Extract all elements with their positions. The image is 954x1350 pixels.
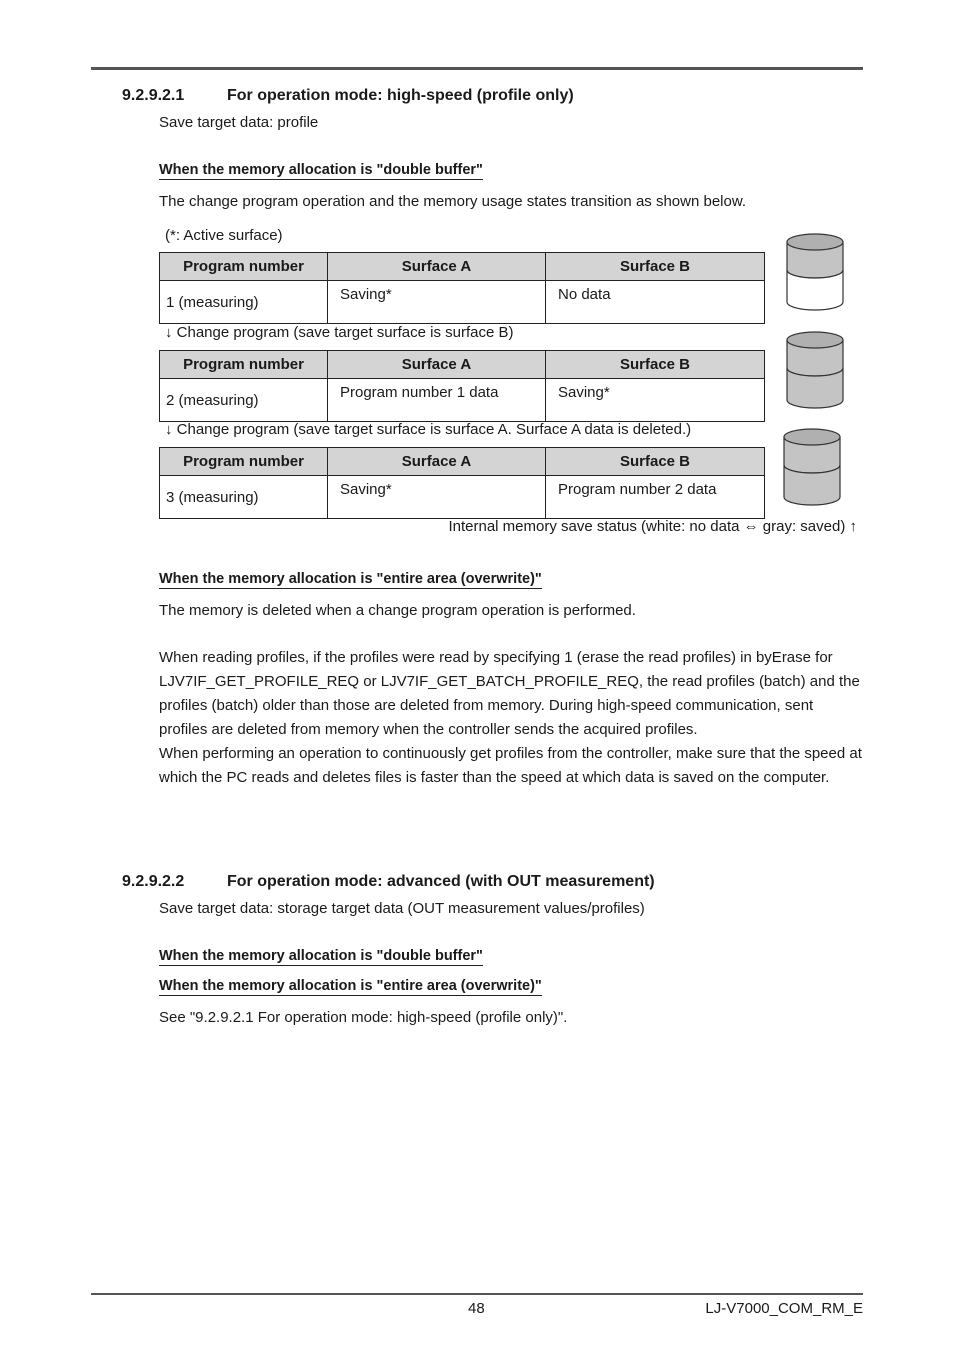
header-surface-a: Surface A	[328, 448, 546, 476]
surface-table-2	[159, 350, 765, 422]
section-heading-1	[122, 87, 574, 105]
section-number: 9.2.9.2.1	[122, 87, 185, 104]
overwrite-heading: When the memory allocation is "entire area (overwrite)"	[159, 571, 542, 587]
cell-surface-b: Program number 2 data	[546, 476, 765, 519]
double-buffer-heading-2: When the memory allocation is "double buffer"	[159, 948, 483, 964]
overwrite-text: The memory is deleted when a change program operation is performed.	[159, 602, 636, 619]
save-target-text: Save target data: profile	[159, 114, 319, 131]
double-buffer-heading: When the memory allocation is "double buffer"	[159, 162, 483, 178]
memory-cylinder-2	[782, 328, 848, 412]
cell-program: 2 (measuring)	[160, 379, 328, 422]
cell-surface-b: Saving*	[546, 379, 765, 422]
memory-status-caption: Internal memory save status (white: no data ⇔ gray: saved) ↑	[448, 518, 857, 535]
memory-cylinder-3	[779, 425, 845, 509]
header-surface-a: Surface A	[328, 253, 546, 281]
overwrite-heading-2: When the memory allocation is "entire area (overwrite)"	[159, 978, 542, 994]
cell-surface-b: No data	[546, 281, 765, 324]
cell-program: 3 (measuring)	[160, 476, 328, 519]
header-program-number: Program number	[160, 448, 328, 476]
reading-paragraph-2: When performing an operation to continuously get profiles from the controller, make sure that the speed at which the PC reads and deletes files is faster than the speed at which data is saved on the computer.	[159, 745, 862, 786]
section-title: For operation mode: advanced (with OUT measurement)	[227, 873, 655, 890]
save-target-text-2: Save target data: storage target data (OUT measurement values/profiles)	[159, 900, 645, 917]
section-number: 9.2.9.2.2	[122, 873, 185, 890]
section-heading-2	[122, 873, 655, 891]
document-id: LJ-V7000_COM_RM_E	[705, 1300, 863, 1317]
bottom-rule	[91, 1293, 863, 1295]
reading-notes	[159, 646, 864, 790]
header-program-number: Program number	[160, 253, 328, 281]
cylinder-cap	[787, 332, 843, 348]
top-rule	[91, 67, 863, 70]
header-surface-b: Surface B	[546, 253, 765, 281]
memory-cylinder-1	[782, 230, 848, 314]
section-title: For operation mode: high-speed (profile only)	[227, 87, 574, 104]
header-surface-b: Surface B	[546, 448, 765, 476]
cell-surface-a: Program number 1 data	[328, 379, 546, 422]
cell-surface-a: Saving*	[328, 476, 546, 519]
double-buffer-intro: The change program operation and the memory usage states transition as shown below.	[159, 193, 747, 210]
active-surface-note: (*: Active surface)	[165, 227, 283, 244]
cell-program: 1 (measuring)	[160, 281, 328, 324]
page-number: 48	[468, 1300, 485, 1317]
surface-table-1	[159, 252, 765, 324]
header-program-number: Program number	[160, 351, 328, 379]
header-surface-b: Surface B	[546, 351, 765, 379]
cylinder-cap	[787, 234, 843, 250]
transition-1: ↓ Change program (save target surface is surface B)	[165, 324, 514, 341]
transition-2: ↓ Change program (save target surface is surface A. Surface A data is deleted.)	[165, 421, 692, 438]
reading-paragraph-1: When reading profiles, if the profiles were read by specifying 1 (erase the read profiles) in byErase for LJV7IF_GET_PROFILE_REQ or LJV7IF_GET_BATCH_PROFILE_REQ, the read profiles (batch) and the profiles (batch) older than those are deleted from memory. During high-speed communication, sent profiles are deleted from memory when the controller sends the acquired profiles.	[159, 649, 860, 738]
cell-surface-a: Saving*	[328, 281, 546, 324]
see-reference-text: See "9.2.9.2.1 For operation mode: high-speed (profile only)".	[159, 1009, 568, 1026]
surface-table-3	[159, 447, 765, 519]
header-surface-a: Surface A	[328, 351, 546, 379]
cylinder-cap	[784, 429, 840, 445]
